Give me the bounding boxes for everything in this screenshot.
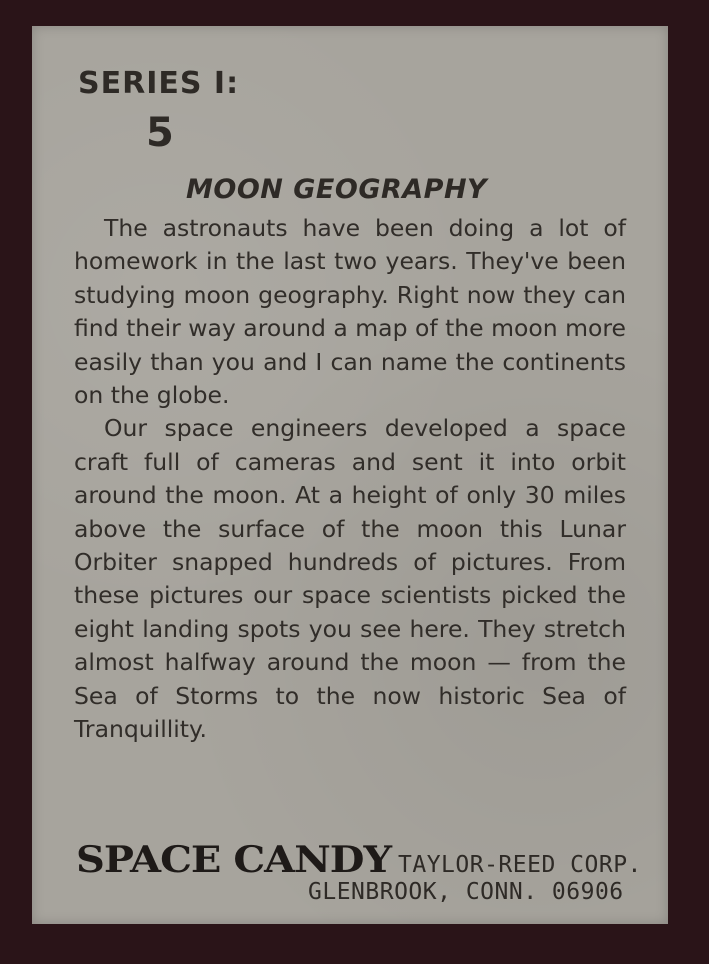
maker-name: TAYLOR-REED CORP. xyxy=(398,852,642,878)
maker-address: GLENBROOK, CONN. 06906 xyxy=(308,879,624,905)
card-body-text xyxy=(74,212,626,747)
trading-card-back xyxy=(32,26,668,924)
brand-logo-text: SPACE CANDY xyxy=(76,838,392,882)
series-label: SERIES I: xyxy=(78,66,240,101)
card-number: 5 xyxy=(146,110,174,156)
card-title: MOON GEOGRAPHY xyxy=(186,174,488,205)
body-paragraph-1: The astronauts have been doing a lot of homework in the last two years. They've been studying moon geography. Right now they can find their way around a map of the moon more easily than you and I can name the continents on the globe. xyxy=(74,214,626,410)
body-paragraph-2: Our space engineers developed a space craft full of cameras and sent it into orbit around the moon. At a height of only 30 miles above the surface of the moon this Lunar Orbiter snapped hundreds of pictures. From these pictures our space scientists picked the eight landing spots you see here. They stretch almost halfway around the moon — from the Sea of Storms to the now historic Sea of Tranquillity. xyxy=(74,414,626,744)
